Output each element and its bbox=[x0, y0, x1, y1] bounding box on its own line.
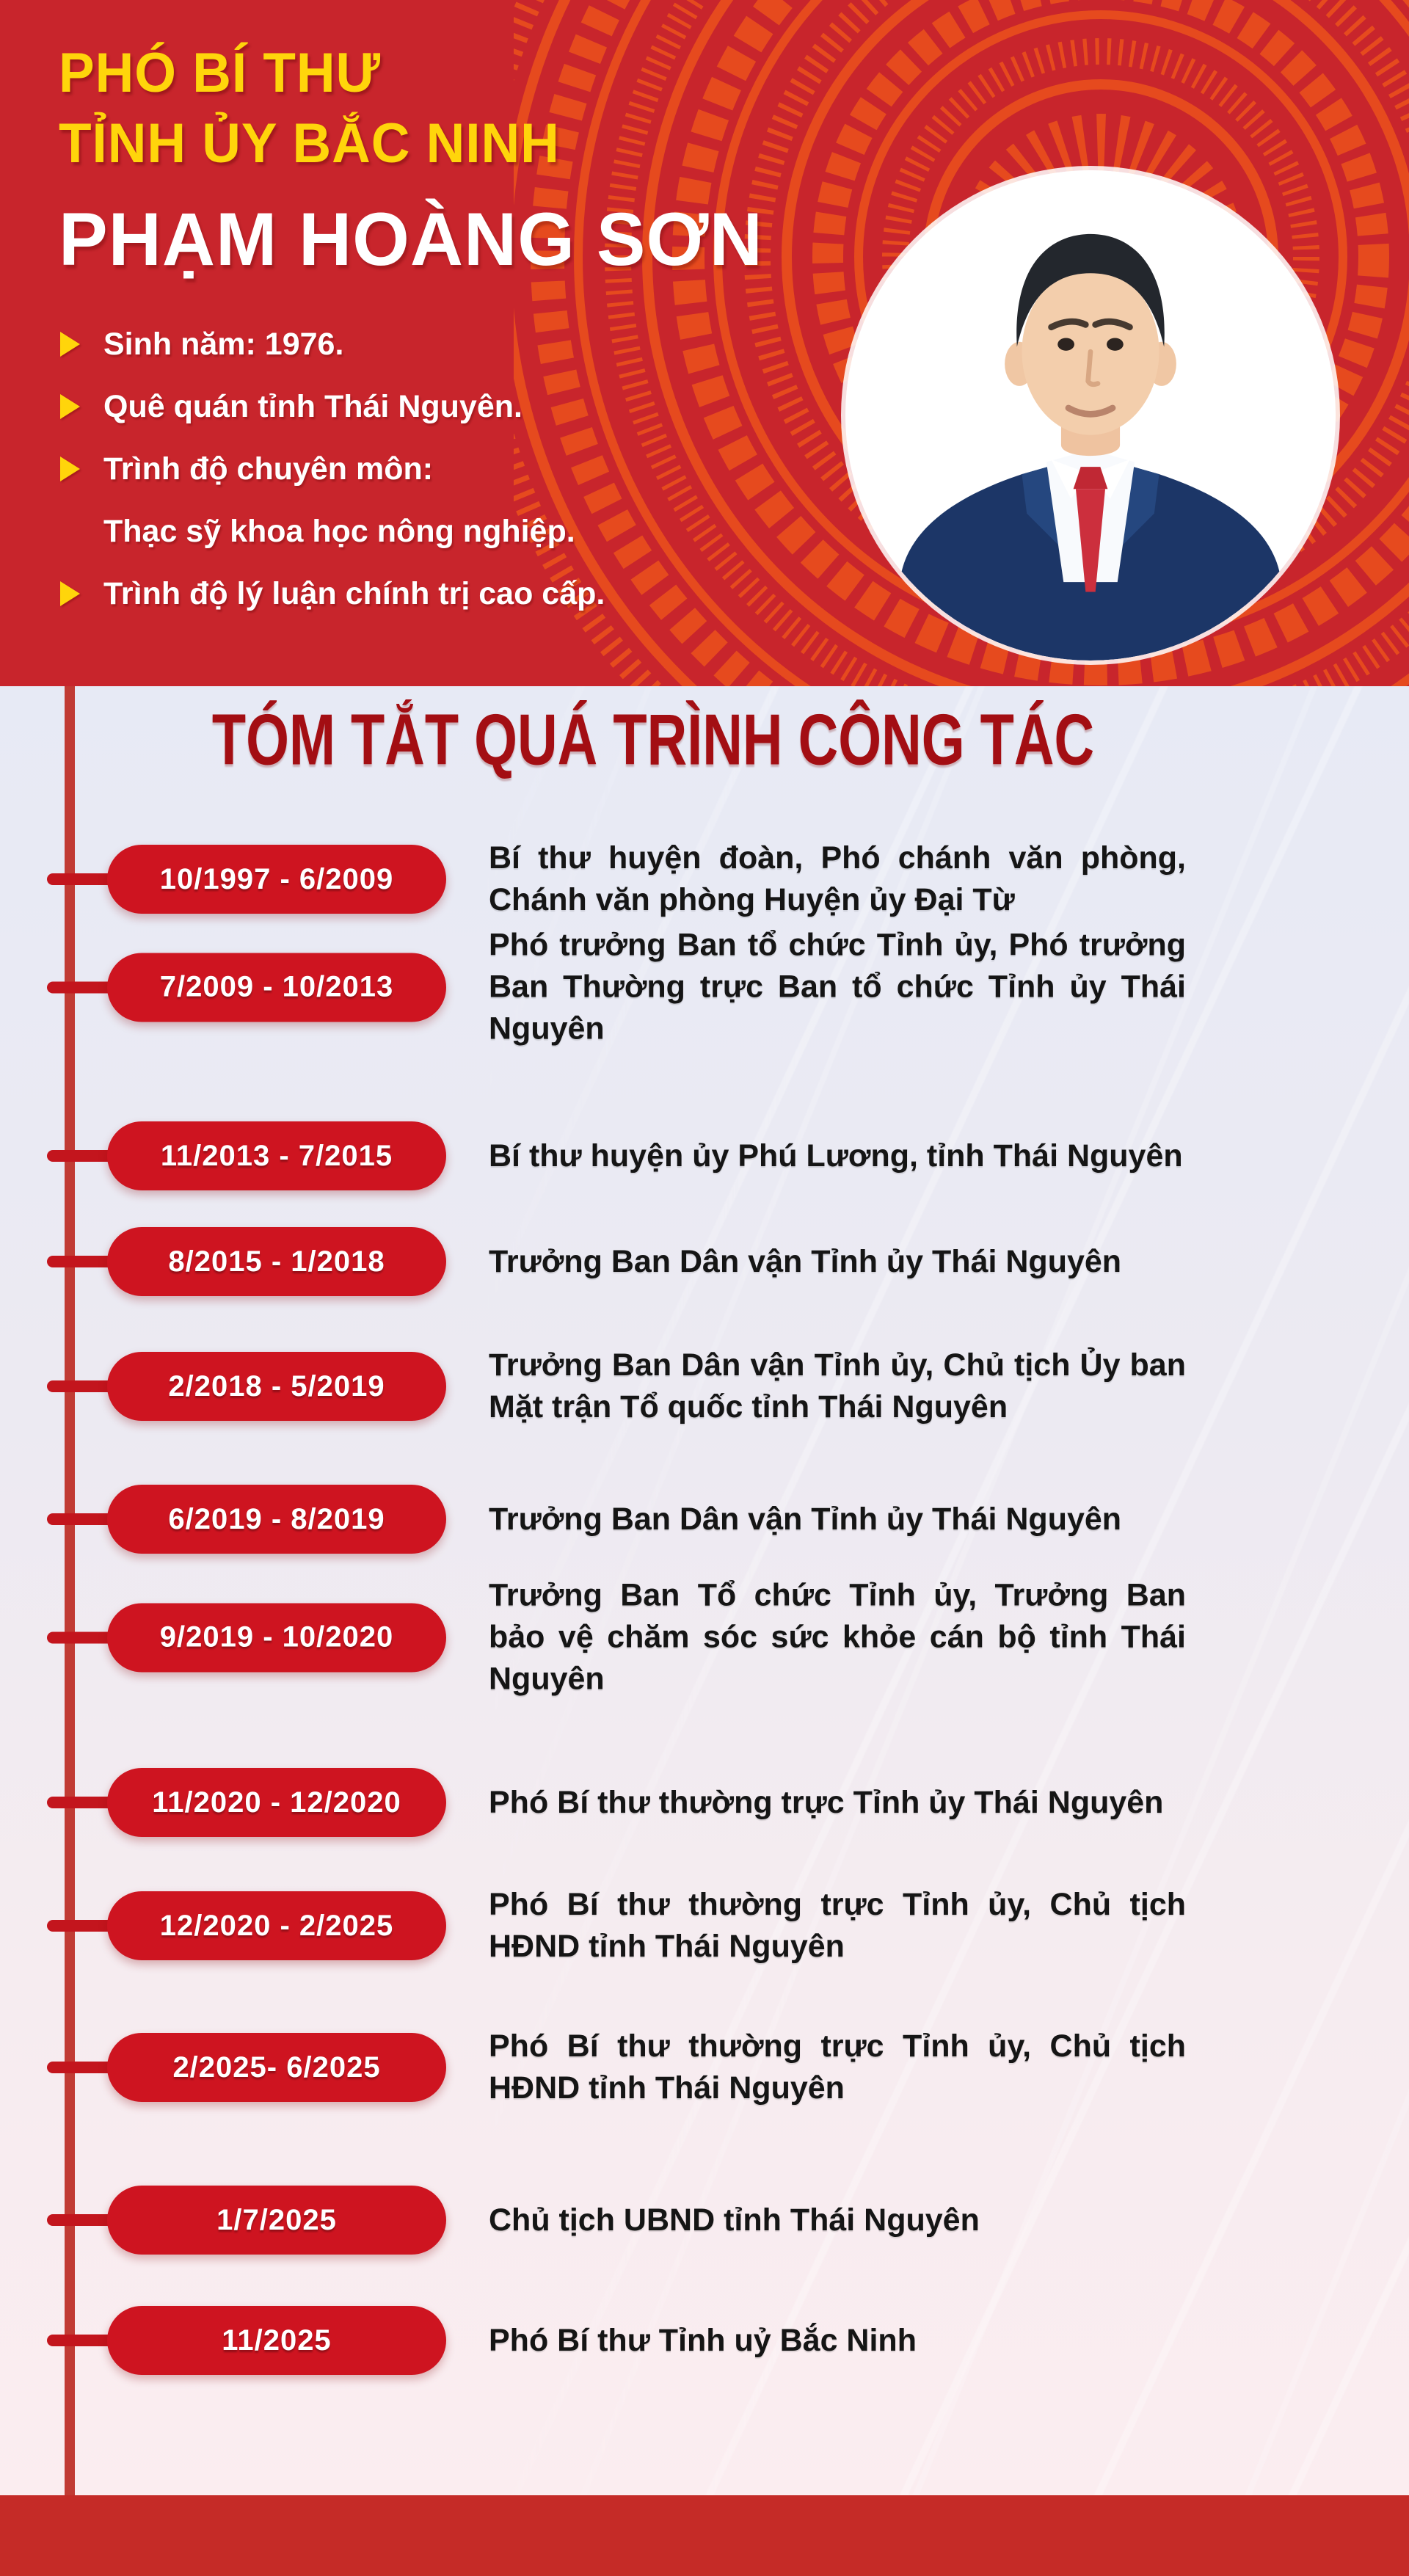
role-title bbox=[59, 38, 560, 179]
fact-text: Trình độ chuyên môn: bbox=[103, 451, 434, 487]
entry-description: Phó Bí thư Tỉnh uỷ Bắc Ninh bbox=[489, 2322, 917, 2358]
timeline-title bbox=[29, 699, 1277, 780]
period-badge bbox=[107, 1891, 446, 1960]
period-badge bbox=[107, 953, 446, 1022]
entry-description: Bí thư huyện đoàn, Phó chánh văn phòng, Chánh văn phòng Huyện ủy Đại Từ bbox=[489, 840, 1186, 917]
fact-item bbox=[60, 387, 605, 426]
period-label: 2/2025- 6/2025 bbox=[172, 2051, 381, 2084]
header-section bbox=[0, 0, 1409, 686]
entry-description: Trưởng Ban Tổ chức Tỉnh ủy, Trưởng Ban bảo vệ chăm sóc sức khỏe cán bộ tỉnh Thái Nguyên bbox=[489, 1577, 1186, 1697]
period-label: 11/2020 - 12/2020 bbox=[152, 1786, 401, 1819]
bullet-arrow-icon bbox=[60, 581, 80, 606]
period-label: 12/2020 - 2/2025 bbox=[159, 1909, 394, 1942]
timeline-entry bbox=[0, 1485, 1314, 1554]
entry-description: Phó trưởng Ban tổ chức Tỉnh ủy, Phó trưởng Ban Thường trực Ban tổ chức Tỉnh ủy Thái Nguyên bbox=[489, 927, 1186, 1047]
fact-item bbox=[60, 512, 605, 551]
timeline-entry bbox=[0, 1884, 1314, 1968]
period-badge bbox=[107, 1352, 446, 1421]
facts-list bbox=[60, 324, 605, 636]
timeline-entry bbox=[0, 1345, 1314, 1428]
period-badge bbox=[107, 1768, 446, 1837]
period-label: 11/2013 - 7/2015 bbox=[160, 1139, 393, 1172]
entry-description: Trưởng Ban Dân vận Tỉnh ủy Thái Nguyên bbox=[489, 1243, 1122, 1279]
entry-description: Chủ tịch UBND tỉnh Thái Nguyên bbox=[489, 2202, 980, 2238]
period-badge bbox=[107, 2186, 446, 2255]
fact-item bbox=[60, 574, 605, 614]
period-label: 7/2009 - 10/2013 bbox=[159, 970, 394, 1003]
fact-text: Trình độ lý luận chính trị cao cấp. bbox=[103, 575, 605, 611]
timeline-entry bbox=[0, 925, 1314, 1050]
timeline-entry bbox=[0, 2186, 1314, 2255]
role-line-1: PHÓ BÍ THƯ bbox=[59, 42, 381, 104]
fact-item bbox=[60, 449, 605, 489]
period-label: 6/2019 - 8/2019 bbox=[168, 1502, 385, 1535]
period-label: 9/2019 - 10/2020 bbox=[159, 1620, 394, 1653]
fact-item bbox=[60, 324, 605, 364]
period-label: 2/2018 - 5/2019 bbox=[168, 1369, 385, 1402]
entry-description: Trưởng Ban Dân vận Tỉnh ủy, Chủ tịch Ủy ban Mặt trận Tổ quốc tỉnh Thái Nguyên bbox=[489, 1347, 1186, 1425]
period-badge bbox=[107, 1603, 446, 1672]
period-label: 1/7/2025 bbox=[216, 2203, 337, 2236]
period-label: 11/2025 bbox=[222, 2324, 332, 2357]
timeline-entry bbox=[0, 1227, 1314, 1296]
timeline-entry bbox=[0, 1768, 1314, 1837]
entry-description: Trưởng Ban Dân vận Tỉnh ủy Thái Nguyên bbox=[489, 1501, 1122, 1537]
fact-text: Thạc sỹ khoa học nông nghiệp. bbox=[103, 513, 575, 549]
bullet-arrow-icon bbox=[60, 394, 80, 419]
period-label: 10/1997 - 6/2009 bbox=[159, 862, 394, 895]
timeline-entry bbox=[0, 2306, 1314, 2375]
fact-text: Sinh năm: 1976. bbox=[103, 326, 344, 362]
period-badge bbox=[107, 2033, 446, 2102]
entry-description: Bí thư huyện ủy Phú Lương, tỉnh Thái Nguyên bbox=[489, 1138, 1183, 1174]
footer-band bbox=[0, 2495, 1409, 2576]
entry-description: Phó Bí thư thường trực Tỉnh ủy, Chủ tịch HĐND tỉnh Thái Nguyên bbox=[489, 2029, 1186, 2106]
bullet-arrow-icon bbox=[60, 456, 80, 481]
entry-description: Phó Bí thư thường trực Tỉnh ủy, Chủ tịch HĐND tỉnh Thái Nguyên bbox=[489, 1887, 1186, 1964]
period-badge bbox=[107, 845, 446, 914]
bullet-arrow-icon bbox=[60, 332, 80, 357]
portrait-photo bbox=[845, 170, 1336, 661]
period-badge bbox=[107, 1227, 446, 1296]
period-badge bbox=[107, 1121, 446, 1190]
entry-description: Phó Bí thư thường trực Tỉnh ủy Thái Nguyên bbox=[489, 1784, 1164, 1820]
role-line-2: TỈNH ỦY BẮC NINH bbox=[59, 112, 560, 175]
portrait-illustration bbox=[845, 170, 1336, 661]
fact-text: Quê quán tỉnh Thái Nguyên. bbox=[103, 388, 523, 424]
person-name: PHẠM HOÀNG SƠN bbox=[59, 197, 763, 281]
period-badge bbox=[107, 1485, 446, 1554]
period-badge bbox=[107, 2306, 446, 2375]
timeline-entry bbox=[0, 1121, 1314, 1190]
timeline-entry bbox=[0, 2026, 1314, 2109]
period-label: 8/2015 - 1/2018 bbox=[168, 1245, 385, 1278]
timeline-section bbox=[0, 686, 1409, 2495]
timeline-entry bbox=[0, 1575, 1314, 1700]
timeline-title-text: TÓM TẮT QUÁ TRÌNH CÔNG TÁC bbox=[211, 699, 1095, 780]
timeline-entry bbox=[0, 837, 1314, 921]
